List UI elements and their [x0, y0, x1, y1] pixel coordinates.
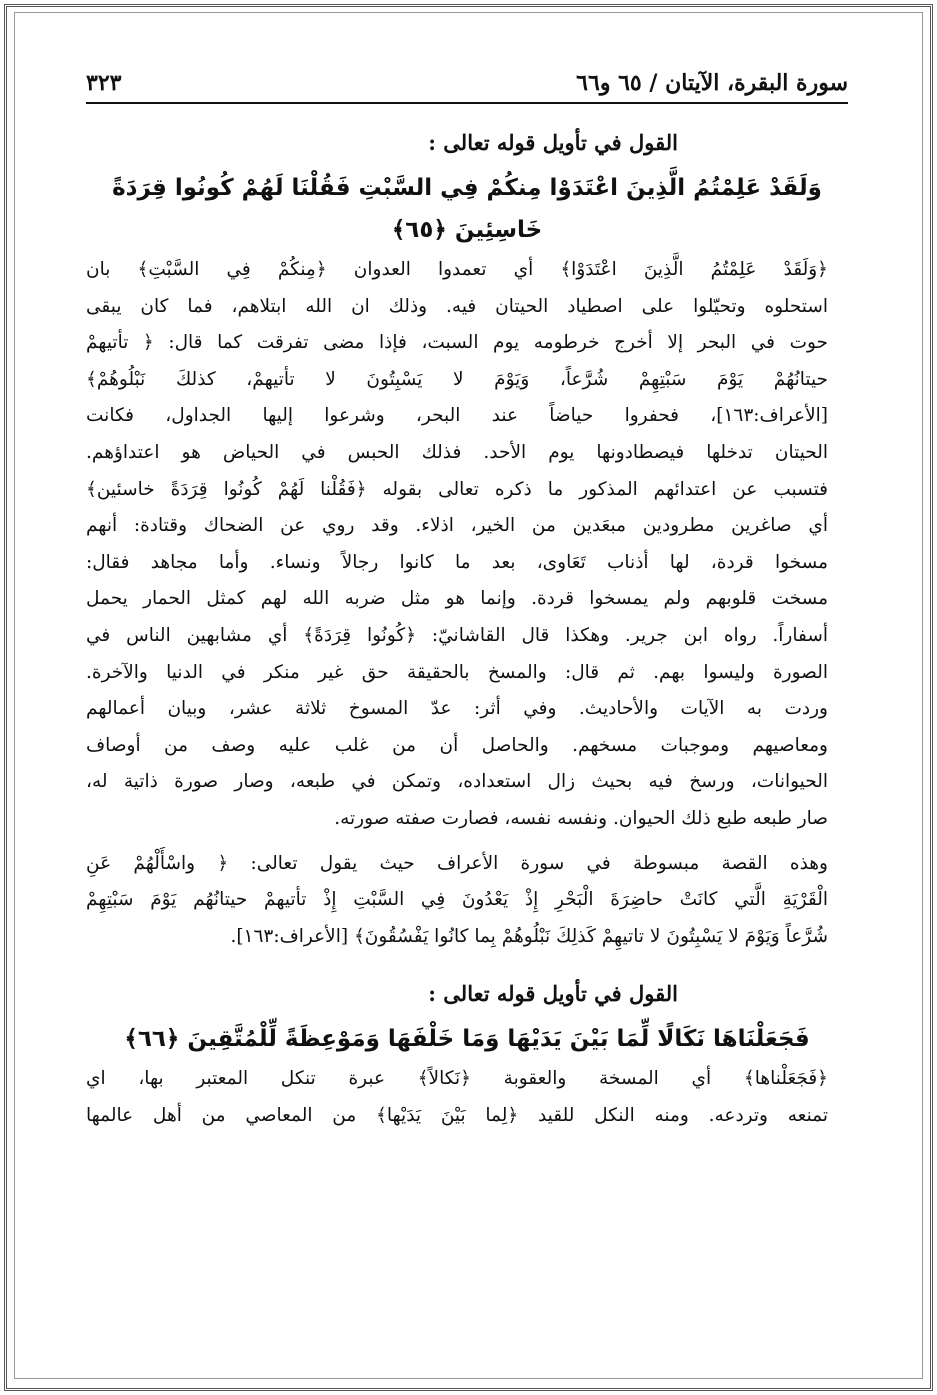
text-line: مسخت قلوبهم ولم يمسخوا قردة. وإنما هو مثل ضربه الله لهم كمثل الحمار يحمل	[86, 588, 828, 610]
text-line: وهذه القصة مبسوطة في سورة الأعراف حيث يقول تعالى: ﴿ واسْأَلْهُمْ عَنِ	[86, 852, 828, 874]
section-heading-2: القول في تأويل قوله تعالى :	[428, 981, 678, 1007]
text-line: ومعاصيهم وموجبات مسخهم. والحاصل أن من غلب عليه وصف من أوصاف	[86, 734, 828, 756]
text-line: استحلوه وتحيّلوا على اصطياد الحيتان فيه. وذلك ان الله ابتلاهم، فما كان يبقى	[86, 295, 828, 317]
text-line: ﴿وَلَقَدْ عَلِمْتُمُ الَّذِينَ اعْتَدَوْا﴾ أي تعمدوا العدوان ﴿مِنكُمْ فِي السَّبْتِ﴾ بان	[86, 259, 828, 280]
text-line: أسفاراً. رواه ابن جرير. وهكذا قال القاشانيّ: ﴿كُونُوا قِرَدَةً﴾ أي مشابهين الناس في	[86, 624, 828, 646]
page-content	[86, 70, 848, 1134]
text-line: أي صاغرين مطرودين مبعَدين من الخير، اذلاء. وقد روي عن الضحاك وقتادة: أنهم	[86, 515, 828, 537]
section-heading-1: القول في تأويل قوله تعالى :	[428, 130, 678, 155]
text-line: حوت في البحر إلا أخرج خرطومه يوم السبت، فإذا مضى تفرقت كما قال: ﴿ تأتيهمْ	[86, 332, 828, 354]
quran-verse-66: فَجَعَلْنَاهَا نَكَالًا لِّمَا بَيْنَ يَدَيْهَا وَمَا خَلْفَهَا وَمَوْعِظَةً لِّلْمُتَّقِينَ ﴿٦٦﴾	[124, 1026, 810, 1053]
text-line: الصورة وليسوا بهم. ثم قال: والمسخ بالحقيقة حق غير منكر في الدنيا والآخرة.	[86, 661, 828, 683]
text-line: وردت به الآيات والأحاديث. وفي أثر: عدّ المسوخ ثلاثة عشر، وبيان أعمالهم	[86, 698, 828, 720]
quran-verse-65-line2: خَاسِئِينَ ﴿٦٥﴾	[391, 217, 543, 243]
text-line: الحيتان تدخلها فيصطادونها يوم الأحد. فذلك الحبس في الحياض هو اعتداؤهم.	[86, 441, 828, 463]
text-line: الحيوانات، ورسخ فيه بحيث زال استعداده، وتمكن في طبعه، وصار صورة ذاتية له،	[86, 771, 828, 793]
text-line: تمنعه وتردعه. ومنه النكل للقيد ﴿لِما بَيْنَ يَدَيْها﴾ من المعاصي من أهل عالمها	[86, 1104, 828, 1126]
text-line: فتسبب عن اعتدائهم المذكور ما ذكره تعالى بقوله ﴿فَقُلْنا لَهُمْ كُونُوا قِرَدَةً خاسئين﴾	[86, 478, 828, 500]
page-number: ٣٢٣	[86, 70, 122, 96]
quran-verse-65-line1: وَلَقَدْ عَلِمْتُمُ الَّذِينَ اعْتَدَوْا مِنكُمْ فِي السَّبْتِ فَقُلْنَا لَهُمْ كُونُوا قِرَدَةً	[112, 175, 822, 201]
commentary-paragraph-3	[86, 1061, 848, 1134]
text-line: شُرَّعاً وَيَوْمَ لا يَسْبِتُونَ لا تاتيهِمْ كَذلِكَ نَبْلُوهُمْ بِما كانُوا يَفْسُقُونَ﴾ [الأعراف:١٦٣].	[230, 925, 828, 947]
text-line: ﴿فَجَعَلْناها﴾ أي المسخة والعقوبة ﴿نَكالاً﴾ عبرة تنكل المعتبر بها، اي	[86, 1068, 828, 1090]
text-line: مسخوا قردة، لها أذناب تَعَاوى، بعد ما كانوا رجالاً ونساء. وأما مجاهد فقال:	[86, 551, 828, 573]
commentary-paragraph-2	[86, 846, 848, 956]
running-header	[86, 70, 848, 104]
running-title: سورة البقرة، الآيتان / ٦٥ و٦٦	[576, 70, 848, 96]
text-line: صار طبعه طبع ذلك الحيوان. ونفسه نفسه، فصارت صفته صورته.	[334, 807, 828, 829]
commentary-paragraph-1	[86, 252, 848, 838]
text-line: الْقَرْيَةِ الَّتي كانَتْ حاضِرَةَ الْبَحْرِ إِذْ يَعْدُونَ فِي السَّبْتِ إِذْ تأتيهمْ حيتانُهُم يَوْمَ سَبْتِهِمْ	[86, 889, 828, 911]
text-line: حيتانُهُمْ يَوْمَ سَبْتِهِمْ شُرَّعاً، وَيَوْمَ لا يَسْبِتُونَ لا تأتيهمْ، كذلكَ نَبْلُوهُمْ﴾	[86, 368, 828, 390]
text-line: [الأعراف:١٦٣]، فحفروا حياضاً عند البحر، وشرعوا إليها الجداول، فكانت	[86, 405, 828, 427]
